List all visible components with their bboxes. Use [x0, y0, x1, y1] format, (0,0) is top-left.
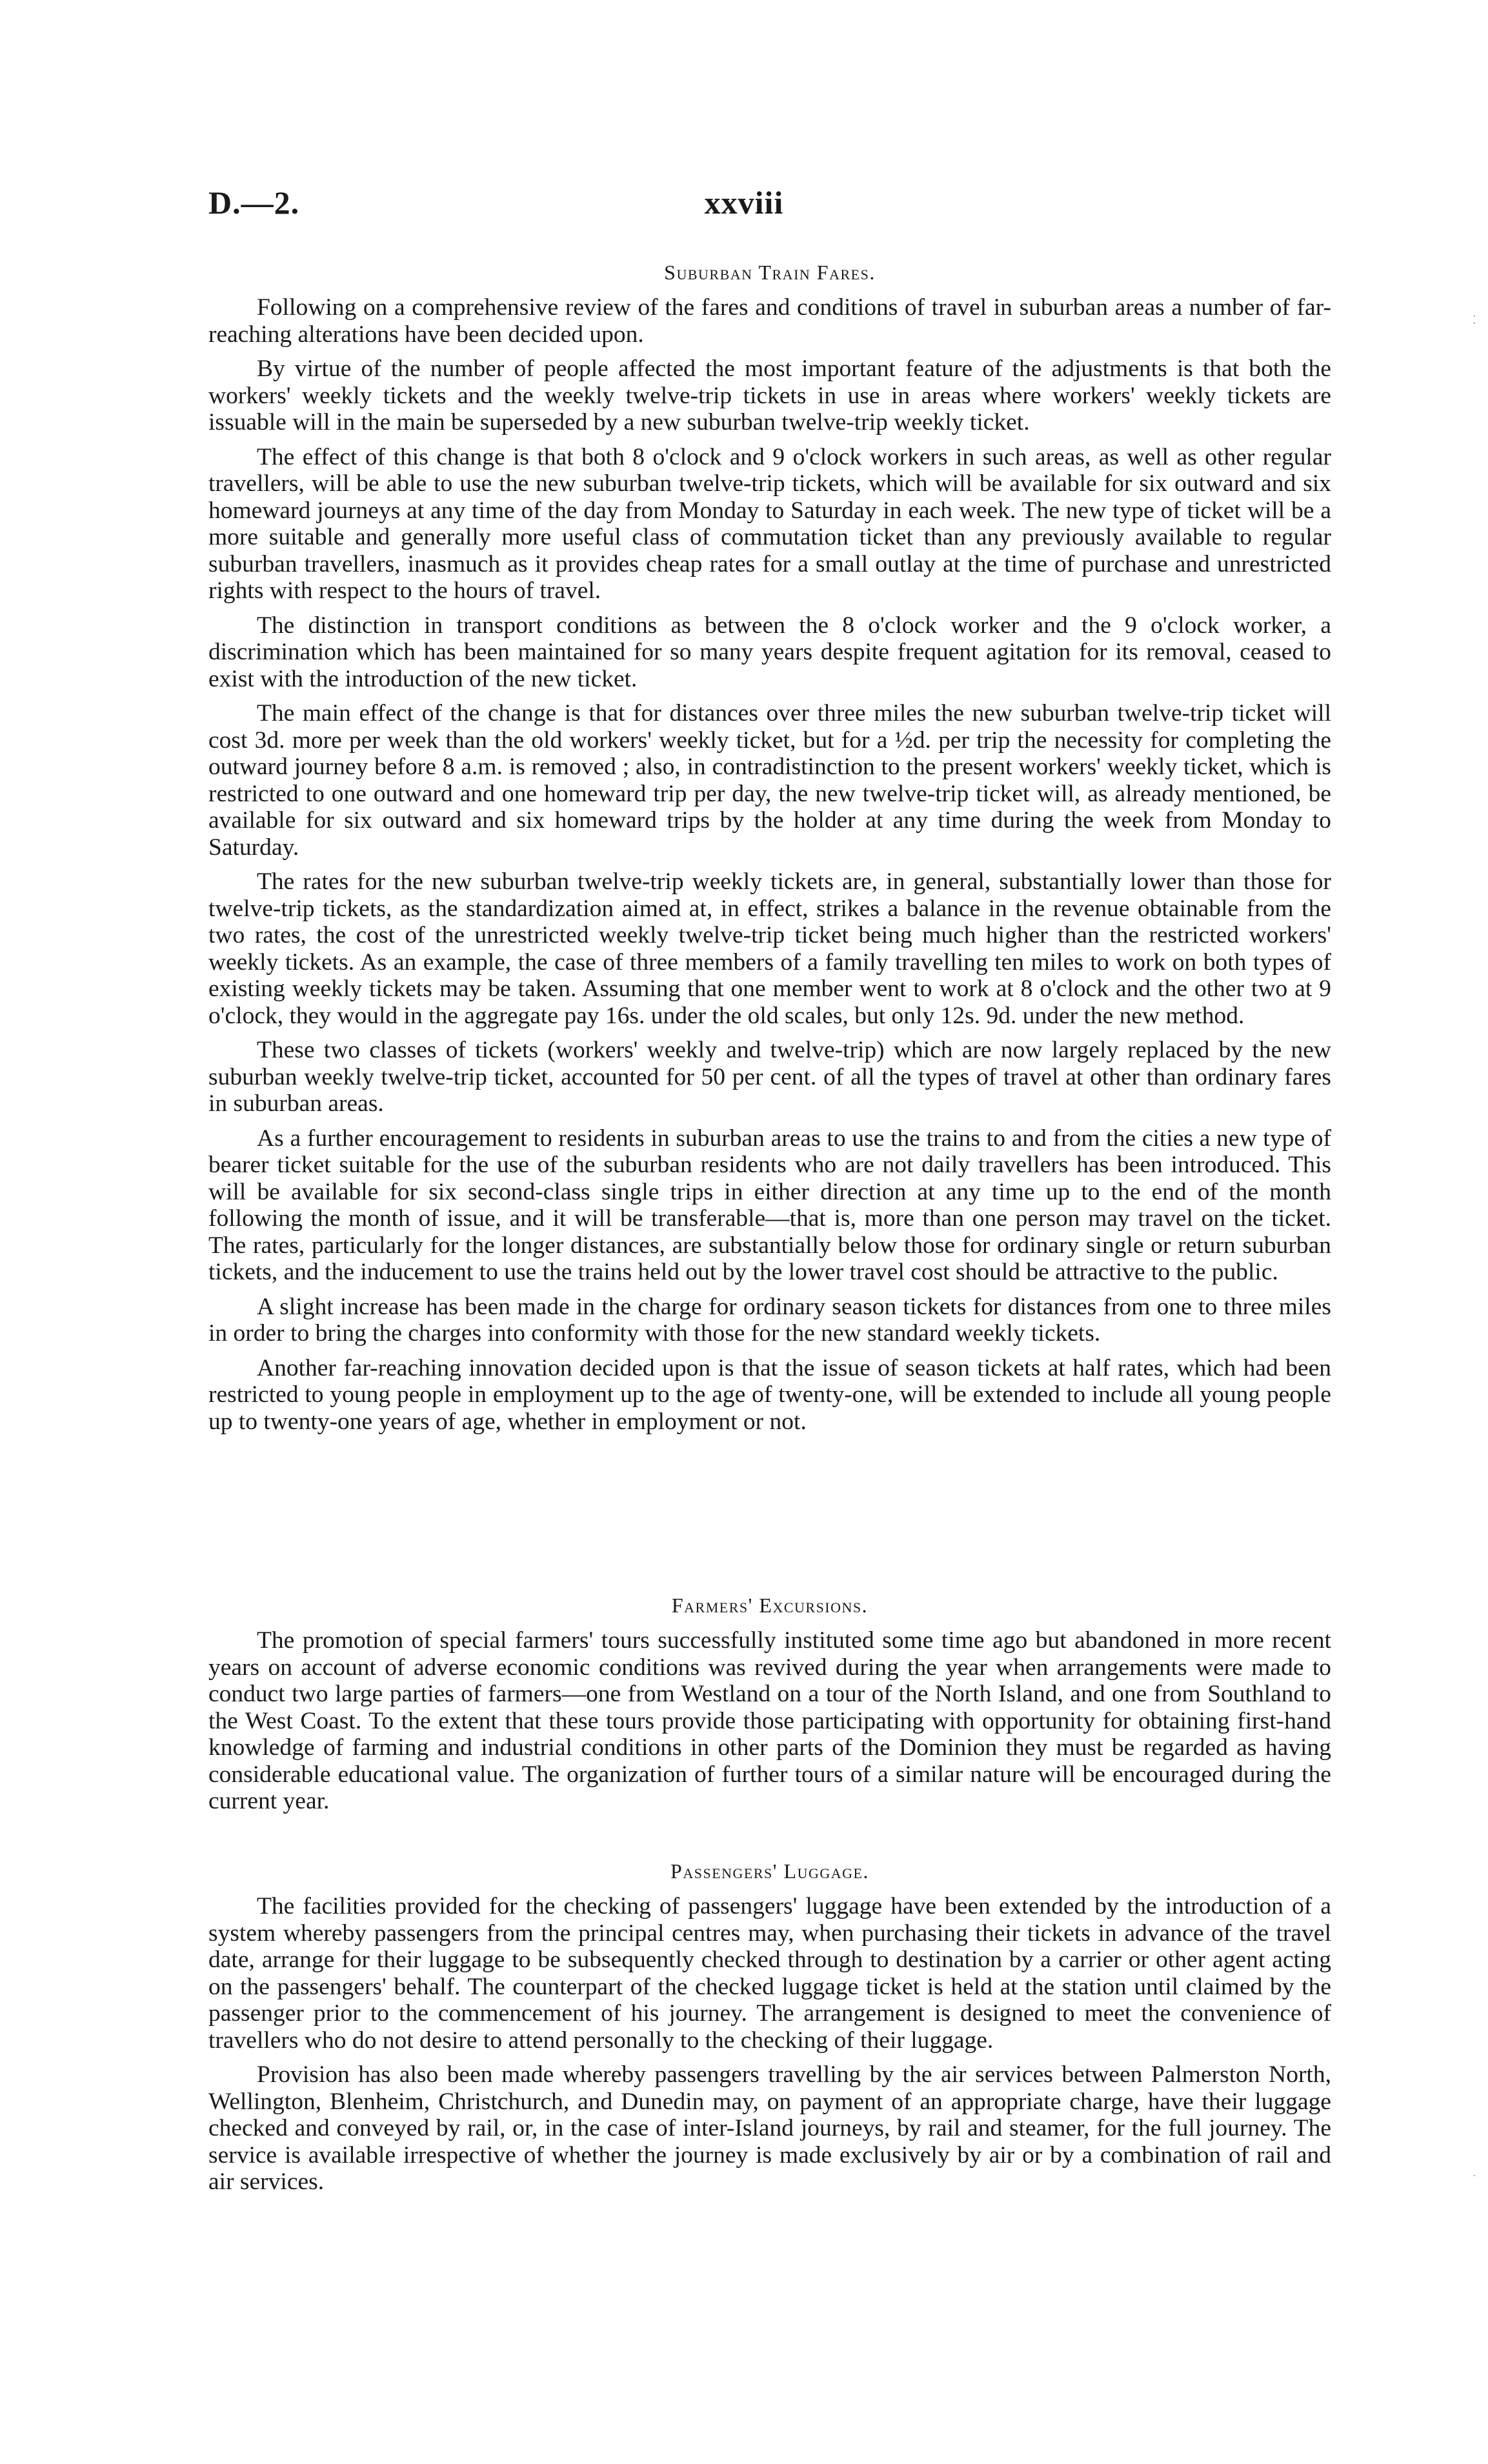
scan-speck: ⁚: [1473, 314, 1476, 326]
paragraph: The effect of this change is that both 8 o'clock and 9 o'clock workers in such areas, as well as other regular travellers, will be able to use the new suburban twelve-trip tickets, which will be available for six outward and six homeward journeys at any time of the day from Monday to Saturday in each week. The new type of ticket will be a more suitable and generally more useful class of commutation ticket than any previously available to regular suburban travellers, inasmuch as it provides cheap rates for a small outlay at the time of purchase and unrestricted rights with respect to the hours of travel.: [208, 443, 1331, 604]
scan-speck: ·: [1473, 2169, 1476, 2182]
section-heading: Passengers' Luggage.: [670, 1859, 869, 1883]
document-code: D.—2.: [208, 185, 300, 221]
paragraph: The rates for the new suburban twelve-trip weekly tickets are, in general, substantially lower than those for twelve-trip tickets, as the standardization aimed at, in effect, strikes a balance in the revenue obtainable from the two rates, the cost of the unrestricted weekly twelve-trip ticket being much higher than the restricted workers' weekly tickets. As an example, the case of three members of a family travelling ten miles to work on both types of existing weekly tickets may be taken. Assuming that one member went to work at 8 o'clock and the other two at 9 o'clock, they would in the aggregate pay 16s. under the old scales, but only 12s. 9d. under the new method.: [208, 868, 1331, 1029]
paragraph: The facilities provided for the checking of passengers' luggage have been extended by the introduction of a system whereby passengers from the principal centres may, when purchasing their tickets in advance of the travel date, arrange for their luggage to be subsequently checked through to destination by a carrier or other agent acting on the passengers' behalf. The counterpart of the checked luggage ticket is held at the station until claimed by the passenger prior to the commencement of his journey. The arrangement is designed to meet the convenience of travellers who do not desire to attend personally to the checking of their luggage.: [208, 1893, 1331, 2054]
paragraph: The main effect of the change is that for distances over three miles the new suburban twelve-trip ticket will cost 3d. more per week than the old workers' weekly ticket, but for a ½d. per trip the necessity for completing the outward journey before 8 a.m. is removed ; also, in contradistinction to the present workers' weekly ticket, which is restricted to one outward and one homeward trip per day, the new twelve-trip ticket will, as already mentioned, be available for six outward and six homeward trips by the holder at any time during the week from Monday to Saturday.: [208, 700, 1331, 861]
paragraph: These two classes of tickets (workers' weekly and twelve-trip) which are now largely replaced by the new suburban weekly twelve-trip ticket, accounted for 50 per cent. of all the types of travel at other than ordinary fares in suburban areas.: [208, 1037, 1331, 1117]
section-heading: Suburban Train Fares.: [664, 261, 876, 284]
section-suburban-train-fares: [208, 259, 1331, 1443]
paragraph: The distinction in transport conditions as between the 8 o'clock worker and the 9 o'clock worker, a discrimination which has been maintained for so many years despite frequent agitation for its removal, ceased to exist with the introduction of the new ticket.: [208, 612, 1331, 692]
paragraph: Provision has also been made whereby passengers travelling by the air services between Palmerston North, Wellington, Blenheim, Christchurch, and Dunedin may, on payment of an appropriate charge, have their luggage checked and conveyed by rail, or, in the case of inter-Island journeys, by rail and steamer, for the full journey. The service is available irrespective of whether the journey is made exclusively by air or by a combination of rail and air services.: [208, 2061, 1331, 2195]
page-number: xxviii: [704, 185, 784, 221]
paragraph: The promotion of special farmers' tours successfully instituted some time ago but abandoned in more recent years on account of adverse economic conditions was revived during the year when arrangements were made to conduct two large parties of farmers—one from Westland on a tour of the North Island, and one from Southland to the West Coast. To the extent that these tours provide those participating with opportunity for obtaining first-hand knowledge of farming and industrial conditions in other parts of the Dominion they must be regarded as having considerable educational value. The organization of further tours of a similar nature will be encouraged during the current year.: [208, 1627, 1331, 1814]
paragraph: By virtue of the number of people affected the most important feature of the adjustments is that both the workers' weekly tickets and the weekly twelve-trip tickets in use in areas where workers' weekly tickets are issuable will in the main be superseded by a new suburban twelve-trip weekly ticket.: [208, 356, 1331, 436]
paragraph: As a further encouragement to residents in suburban areas to use the trains to and from the cities a new type of bearer ticket suitable for the use of the suburban residents who are not daily travellers has been introduced. This will be available for six second-class single trips in either direction at any time up to the end of the month following the month of issue, and it will be transferable—that is, more than one person may travel on the ticket. The rates, particularly for the longer distances, are substantially below those for ordinary single or return suburban tickets, and the inducement to use the trains held out by the lower travel cost should be attractive to the public.: [208, 1125, 1331, 1285]
paragraph: A slight increase has been made in the charge for ordinary season tickets for distances from one to three miles in order to bring the charges into conformity with those for the new standard weekly tickets.: [208, 1293, 1331, 1347]
paragraph: Following on a comprehensive review of the fares and conditions of travel in suburban areas a number of far-reaching alterations have been decided upon.: [208, 294, 1331, 348]
section-farmers-excursions: [208, 1592, 1331, 1823]
paragraph: Another far-reaching innovation decided upon is that the issue of season tickets at half rates, which had been restricted to young people in employment up to the age of twenty-one, will be extended to include all young people up to twenty-one years of age, whether in employment or not.: [208, 1354, 1331, 1435]
section-passengers-luggage: [208, 1858, 1331, 2203]
section-heading: Farmers' Excursions.: [671, 1594, 869, 1617]
